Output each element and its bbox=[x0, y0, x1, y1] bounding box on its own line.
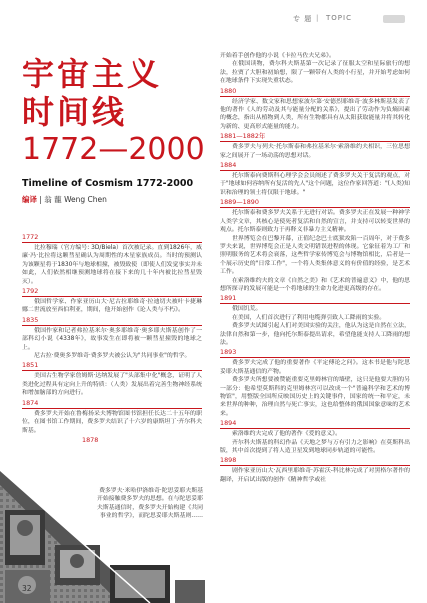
timeline-entry: 比拉穆瑞（官方编号: 3D/Biela）首次被记录。直到1826年，威廉·冯·比拉将这颗彗星确认为周期性的木星家族成员。当时的预测认为该颗星将于1830年与地球相撞，被毁致使（即使人们发觉事实并未如此，人们依然相继预测地球将在接下来的几十年内被比拉彗星毁灭）。 bbox=[22, 245, 202, 285]
title-line-2: 时间线 bbox=[22, 93, 128, 131]
timeline-year: 1889—1890 bbox=[220, 198, 410, 208]
byline-role: 编译 bbox=[22, 195, 37, 204]
timeline-entry: 费多罗夫与列夫·托尔斯泰和弗拉基米尔·索洛维约夫相识，三位思想家之间展开了一场动荡的思想对话。 bbox=[220, 144, 410, 159]
timeline-entry: 托尔斯泰向费斯科心理学会会员阐述了费多罗夫关于复活的观点，对于"地球如何容纳所有复活的先人"这个问题，这位作家回答道："(人类)知识和治理的领土将仅限于地球。" bbox=[220, 173, 410, 196]
timeline-year: 1835 bbox=[22, 316, 202, 326]
title-years: 1772—2000 bbox=[22, 132, 205, 167]
timeline-entry: 世界博览会在巴黎开幕，正值纪念巴士底狱攻陷一百周年，对于费多罗夫来说，世界博览会正是人类文明错误进程的体现。它象征着为工厂和照明服务的艺术将会衰落，这些哲学家传博览会与博物馆相比，后者是一个展示历史的"日常工作"，一个将人类集体意义的有价值的经验，是艺术工作。 bbox=[220, 235, 410, 276]
timeline-entry: 费多罗夫开始在鲁梅扬采夫博物馆图书馆担任长达二十五年的职位，在图书馆工作期间，费多罗夫结识了十六岁的康斯坦丁·齐尔科夫斯基。 bbox=[22, 410, 202, 434]
timeline-year: 1891 bbox=[220, 294, 410, 304]
timeline-entry: 剧作家亚历山大·瓦西里耶维奇·苏霍沃-科比林完成了对黑格尔著作的翻译，开启试出版的创作《精神哲学或社 bbox=[220, 468, 410, 483]
left-column-continued: 费多罗夫·米哈伊洛维奇·陀思妥耶夫斯基开始接触费多罗夫的思想。在与陀思妥耶夫斯基通信时，费多罗夫开始构建《共同事业的哲学》，而陀思妥耶夫斯基则…… bbox=[96, 488, 203, 520]
timeline-entry: 俄国哲学家、作家亚历山大·尼古拉耶维奇·拉迪切夫被叶卡捷琳娜二世流放至西伯利亚，期间，他开始创作《论人类与不朽》。 bbox=[22, 299, 202, 314]
title-line-1: 宇宙主义 bbox=[22, 55, 163, 93]
timeline-entry: 经济学家、数文家和思想家波尔第·安德烈耶维奇·波多林斯基发表了他的著作《人的劳动及其与能量分配的关系》，提出了劳动作为负熵因素的概念，指出从植物到人类，所有生物都具有从太阳获取能量并将其转化为新的、更高形式能量的能力。 bbox=[220, 98, 410, 130]
byline-separator: | bbox=[37, 195, 45, 204]
header-separator: | bbox=[316, 14, 319, 22]
timeline-entry: 在美国，人们首次进行了利用电缆弹引致人工降雨的实验。 bbox=[232, 314, 386, 321]
timeline-year: 1898 bbox=[220, 456, 410, 466]
timeline-year: 1878 bbox=[82, 435, 99, 444]
timeline-entry: 俄国饥荒。 bbox=[232, 306, 262, 313]
timeline-entry: 费多罗夫所想要被赞能重要克里姆林宫的墙壁，这只是他要大胆的另一部分：他希望莫斯科的克里姆林宫可以改成一个"普遍科学和艺术的博物馆"，用整版全国所反映国历史上的关键事件，国家的统一和平定，未来世界的种种，治理自然与死亡事实，这也给整体的俄国国象意味的艺术来。 bbox=[220, 377, 410, 417]
byline bbox=[22, 194, 107, 205]
right-column bbox=[220, 52, 410, 484]
timeline-year: 1894 bbox=[220, 419, 410, 429]
timeline-entry: 俄国作家和记者弗拉基米尔·奥多耶维奇·奥多耶夫斯基创作了一部科幻小说《4338年》，故事发生在即将被一颗彗星撞毁的地球之上。 bbox=[22, 327, 202, 351]
page-number: 32 bbox=[22, 584, 32, 593]
timeline-year: 1851 bbox=[22, 361, 202, 371]
timeline-year: 1880 bbox=[220, 87, 410, 97]
header-decoration-bar bbox=[383, 15, 405, 23]
english-subtitle: Timeline of Cosmism 1772-2000 bbox=[22, 178, 194, 189]
timeline-entry: 托尔斯泰和费多罗夫关系于无进行对话。费多罗夫正在发展一种神学人类学文章，其核心是使死者复活和自然的宣言，并支持可以转变世界的观点。托尔斯泰则致力于再释义非暴力主义精神。 bbox=[220, 210, 410, 234]
timeline-entry: 尼古拉·费奥多罗维奇·费多罗夫被公认为"共同事业"的哲学。 bbox=[34, 353, 191, 360]
byline-author: 翁 蘢 Weng Chen bbox=[44, 195, 107, 204]
page-header bbox=[0, 12, 427, 28]
timeline-entry: 索洛维约夫完成了他的著作《爱的意义》。 bbox=[232, 431, 341, 438]
timeline-year: 1884 bbox=[220, 161, 410, 171]
timeline-entry: 费多罗夫完成了他的重要著作《平定傅论之问》。这本书是他与陀思妥耶夫斯基通信的产物。 bbox=[220, 360, 410, 375]
timeline-year: 1881—1882年 bbox=[220, 132, 410, 142]
timeline-entry: 齐尔科夫斯基的科幻作品《天地之梦与万有引力之影响》在莫斯科出版，其中首次提到了将人造卫星发到地球同步轨道的可能性。 bbox=[220, 439, 410, 455]
timeline-entry: 开始着手创作他的小说《卡拉马佐夫兄弟》。 bbox=[220, 53, 335, 59]
timeline-year: 1772 bbox=[22, 233, 202, 243]
section-label: 专 题 bbox=[293, 15, 313, 23]
left-column bbox=[22, 232, 202, 444]
topic-label: TOPIC bbox=[326, 14, 352, 22]
timeline-entry: 美国古生物学家詹姆斯·达纳发展了"头部集中化"概念，证明了人类进化过程具有定向上升的特质：（人类）发展出着完善生物神经系统和增加脑部的方向进行。 bbox=[22, 373, 202, 397]
timeline-entry: 在索洛维约夫的文章《自然之美》和《艺术的普遍意义》中，他的思想所探寻的发展可能是一个将地球的生命力化进更高级的存在。 bbox=[220, 277, 410, 292]
timeline-year: 1893 bbox=[220, 348, 410, 358]
timeline-entry: 在俄国读物，费尔科夫斯基第一次记录了征服太空和星际旅行的想法，拉贾了大胆和初始想，限了一颗带有人类的小行星，并开始考虑如何在地球条件下实现失重状态。 bbox=[220, 61, 410, 85]
timeline-entry: 费多罗夫试图引起人们对美国实验的关注，他认为这是自然在立法，法律自然和第一步，他向托尔斯泰提出请求，希望他能支持人工降雨的想法。 bbox=[220, 323, 410, 346]
timeline-year: 1874 bbox=[22, 399, 202, 409]
timeline-year: 1792 bbox=[22, 287, 202, 297]
